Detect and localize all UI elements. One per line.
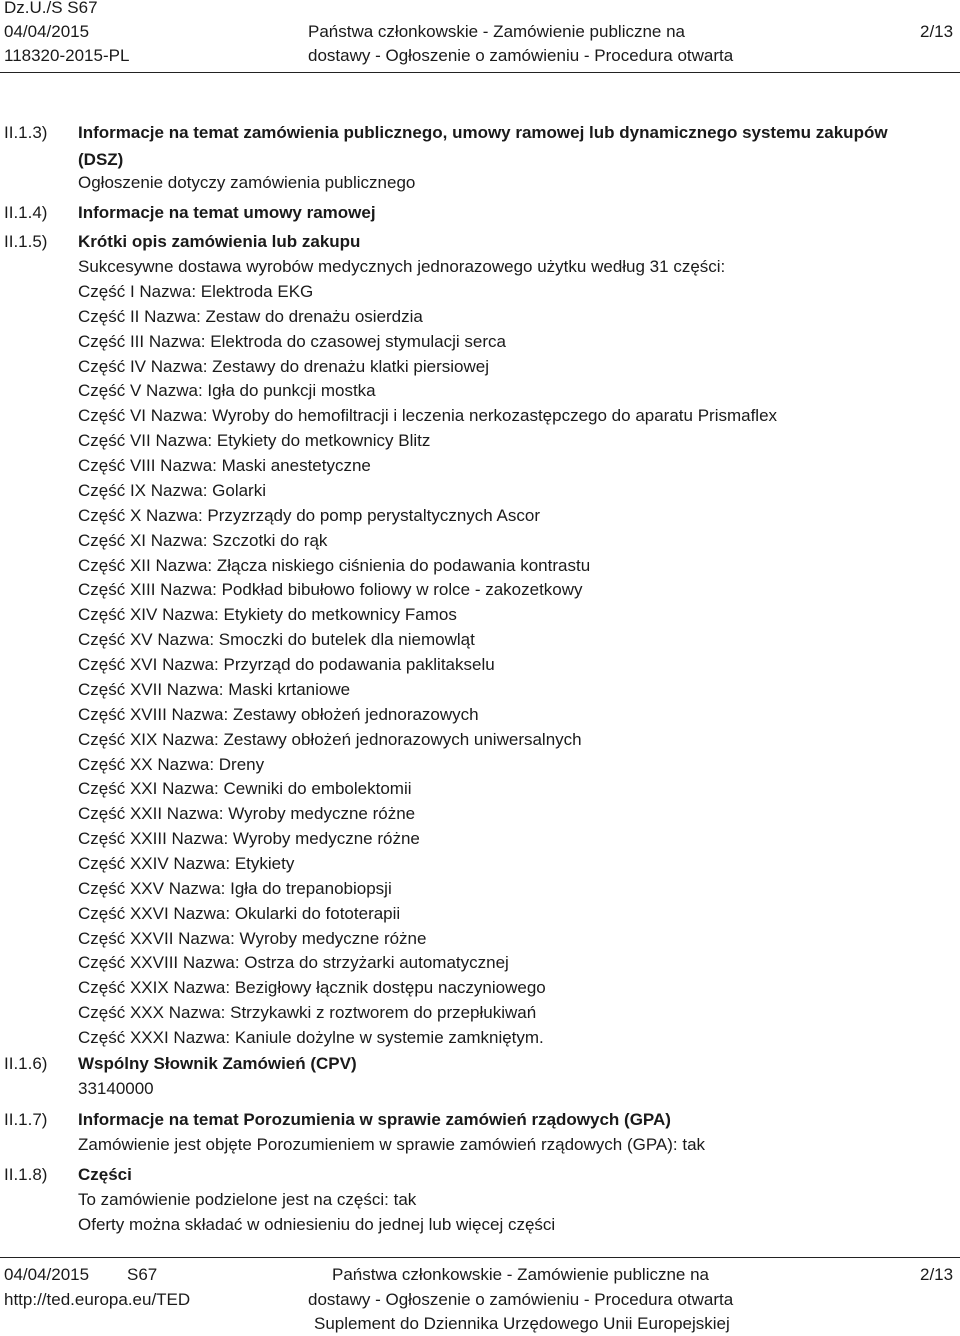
- list-item: Część VII Nazwa: Etykiety do metkownicy Blitz: [78, 431, 431, 451]
- list-item: Część II Nazwa: Zestaw do drenażu osierdzia: [78, 306, 423, 326]
- section-number: II.1.6): [4, 1054, 48, 1073]
- list-item: Część IV Nazwa: Zestawy do drenażu klatki piersiowej: [78, 356, 489, 376]
- list-item: Część XVIII Nazwa: Zestawy obłożeń jednorazowych: [78, 704, 479, 724]
- list-item: Część XI Nazwa: Szczotki do rąk: [78, 530, 328, 550]
- footer-series: S67: [127, 1265, 158, 1284]
- section-title-cont: (DSZ): [78, 150, 124, 169]
- section-number: II.1.5): [4, 232, 48, 251]
- list-item: Część XIX Nazwa: Zestawy obłożeń jednorazowych uniwersalnych: [78, 729, 582, 749]
- list-item: Część XXIV Nazwa: Etykiety: [78, 854, 295, 873]
- section-title: Części: [78, 1165, 132, 1184]
- list-item: Część XVI Nazwa: Przyrząd do podawania paklitakselu: [78, 655, 495, 675]
- list-item: Część XV Nazwa: Smoczki do butelek dla niemowląt: [78, 630, 475, 650]
- list-item: Część I Nazwa: Elektroda EKG: [78, 282, 314, 301]
- list-item: Część V Nazwa: Igła do punkcji mostka: [78, 381, 376, 401]
- list-item: Część XIII Nazwa: Podkład bibułowo foliowy w rolce - zakozetkowy: [78, 580, 583, 600]
- section-text: To zamówienie podzielone jest na części: tak: [78, 1190, 417, 1209]
- list-item: Część IX Nazwa: Golarki: [78, 480, 266, 500]
- list-item: Część XXV Nazwa: Igła do trepanobiopsji: [78, 878, 392, 898]
- list-item: Część VIII Nazwa: Maski anestetyczne: [78, 456, 371, 476]
- section-title: Informacje na temat Porozumienia w sprawie zamówień rządowych (GPA): [78, 1110, 671, 1129]
- section-text: Ogłoszenie dotyczy zamówienia publicznego: [78, 173, 416, 192]
- section-title: Wspólny Słownik Zamówień (CPV): [78, 1054, 357, 1073]
- list-item: Część XXVII Nazwa: Wyroby medyczne różne: [78, 928, 427, 948]
- header-divider: [0, 72, 960, 73]
- list-item: Część XXX Nazwa: Strzykawki z roztworem do przepłukiwań: [78, 1003, 537, 1023]
- footer-supplement: Suplement do Dziennika Urzędowego Unii Europejskiej: [314, 1314, 730, 1333]
- header-title-line2: dostawy - Ogłoszenie o zamówieniu - Procedura otwarta: [308, 46, 734, 65]
- section-number: II.1.8): [4, 1165, 48, 1184]
- list-item: Część XXXI Nazwa: Kaniule dożylne w systemie zamkniętym.: [78, 1028, 544, 1048]
- journal-ref: Dz.U./S S67: [4, 0, 98, 17]
- header-date: 04/04/2015: [4, 22, 90, 41]
- list-item: Część XIV Nazwa: Etykiety do metkownicy Famos: [78, 605, 457, 625]
- section-number: II.1.7): [4, 1110, 48, 1129]
- footer-date: 04/04/2015: [4, 1265, 90, 1284]
- list-item: Część III Nazwa: Elektroda do czasowej stymulacji serca: [78, 331, 506, 351]
- footer-page-number: 2/13: [920, 1265, 954, 1284]
- list-item: Część XXVI Nazwa: Okularki do fototerapii: [78, 903, 401, 923]
- list-item: Część XVII Nazwa: Maski krtaniowe: [78, 679, 351, 699]
- section-number: II.1.3): [4, 123, 48, 142]
- footer-title-line1: Państwa członkowskie - Zamówienie publiczne na: [332, 1265, 710, 1284]
- section-intro: Sukcesywne dostawa wyrobów medycznych jednorazowego użytku według 31 części:: [78, 257, 726, 276]
- list-item: Część XII Nazwa: Złącza niskiego ciśnienia do podawania kontrastu: [78, 555, 591, 575]
- section-text: Oferty można składać w odniesieniu do jednej lub więcej części: [78, 1215, 556, 1234]
- list-item: Część VI Nazwa: Wyroby do hemofiltracji i leczenia nerkozastępczego do aparatu Prismaflex: [78, 406, 778, 426]
- list-item: Część XX Nazwa: Dreny: [78, 754, 265, 774]
- section-title: Krótki opis zamówienia lub zakupu: [78, 232, 361, 251]
- list-item: Część X Nazwa: Przyzrządy do pomp perystaltycznych Ascor: [78, 505, 540, 525]
- section-number: II.1.4): [4, 203, 48, 222]
- cpv-code: 33140000: [78, 1079, 154, 1098]
- list-item: Część XXII Nazwa: Wyroby medyczne różne: [78, 804, 416, 824]
- section-text: Zamówienie jest objęte Porozumieniem w sprawie zamówień rządowych (GPA): tak: [78, 1135, 706, 1154]
- notice-id: 118320-2015-PL: [4, 46, 130, 65]
- header-title-line1: Państwa członkowskie - Zamówienie publiczne na: [308, 22, 686, 41]
- footer-title-line2: dostawy - Ogłoszenie o zamówieniu - Procedura otwarta: [308, 1290, 734, 1309]
- footer-url: http://ted.europa.eu/TED: [4, 1290, 191, 1309]
- footer-divider: [0, 1257, 960, 1258]
- list-item: Część XXVIII Nazwa: Ostrza do strzyżarki automatycznej: [78, 953, 509, 973]
- section-title: Informacje na temat umowy ramowej: [78, 203, 376, 222]
- list-item: Część XXIII Nazwa: Wyroby medyczne różne: [78, 829, 420, 849]
- section-title: Informacje na temat zamówienia publicznego, umowy ramowej lub dynamicznego systemu zakupów: [78, 123, 888, 142]
- header-page-number: 2/13: [920, 22, 954, 41]
- list-item: Część XXIX Nazwa: Bezigłowy łącznik dostępu naczyniowego: [78, 978, 546, 998]
- list-item: Część XXI Nazwa: Cewniki do embolektomii: [78, 779, 412, 799]
